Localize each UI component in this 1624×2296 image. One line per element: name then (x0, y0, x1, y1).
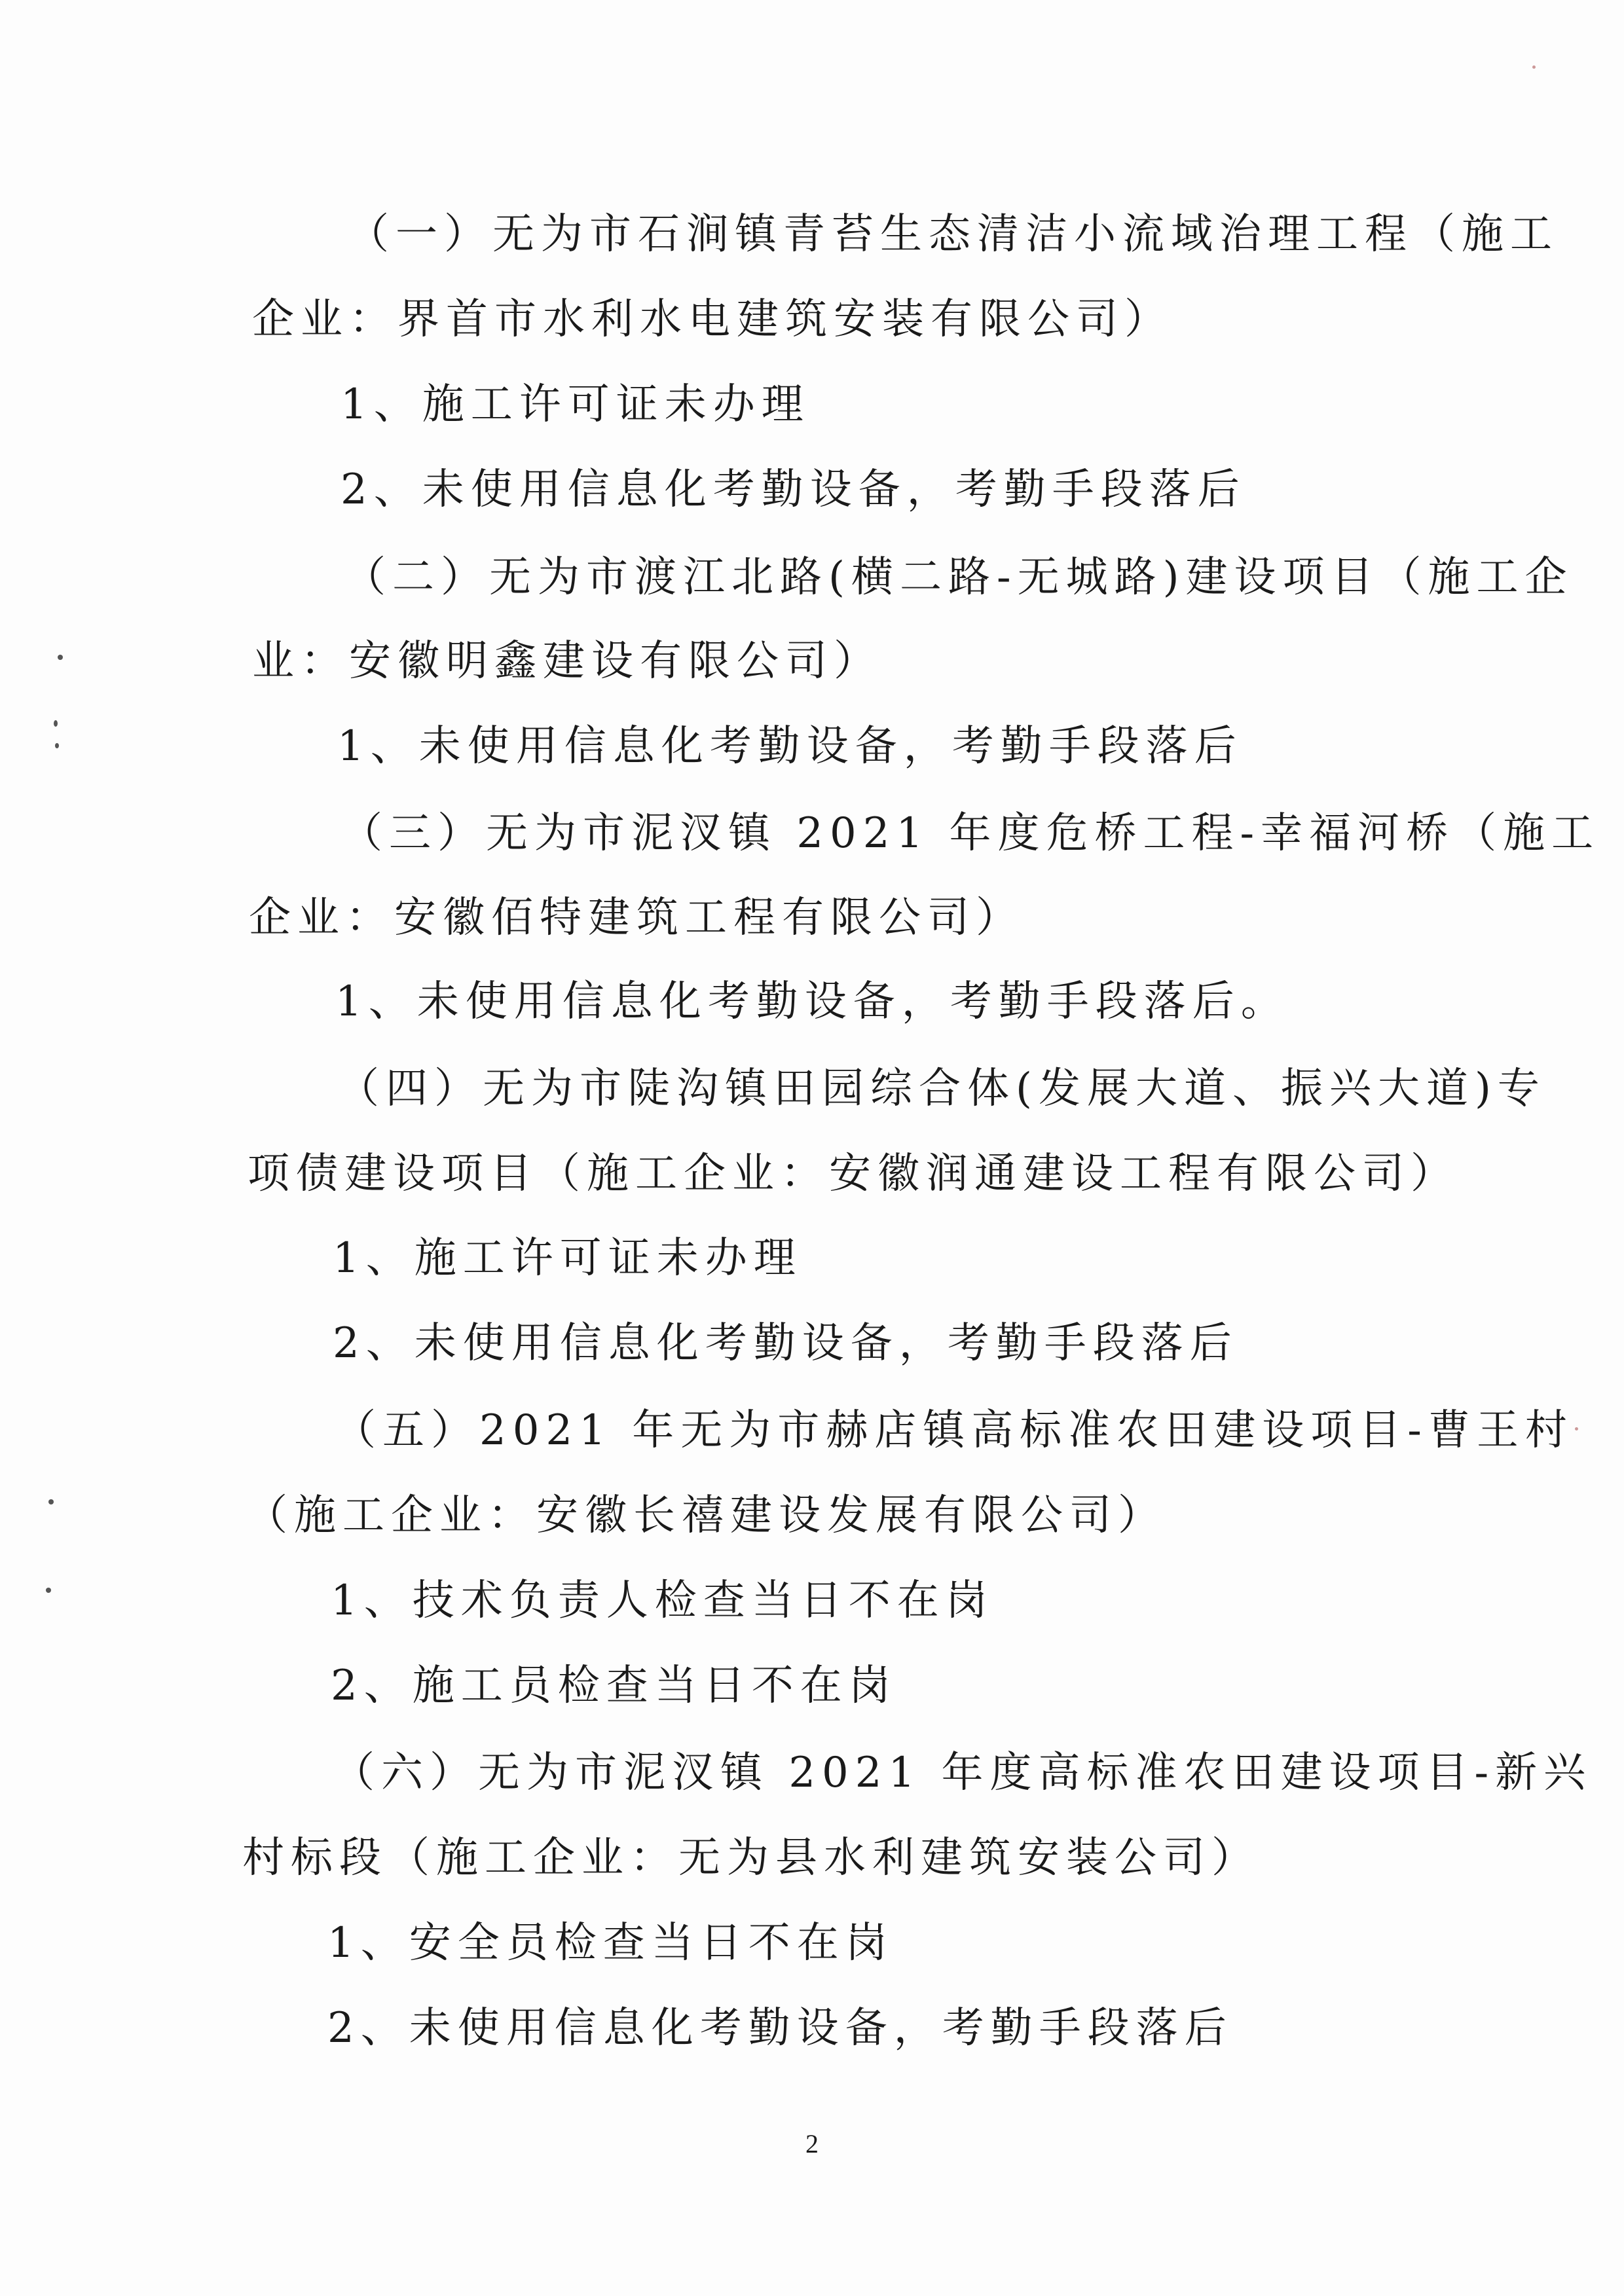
section-6-heading-line-2: 村标段（施工企业：无为县水利建筑安装公司） (242, 1834, 1260, 1882)
section-4-heading-line-2: 项债建设项目（施工企业：安徽润通建设工程有限公司） (248, 1150, 1459, 1198)
scan-speck (54, 720, 58, 727)
section-5-heading-line-1: （五）2021 年无为市赫店镇高标准农田建设项目-曹王村 (334, 1406, 1574, 1455)
section-2-heading-line-1: （二）无为市渡江北路(横二路-无城路)建设项目（施工企 (344, 553, 1574, 602)
section-5-item-2: 2、施工员检查当日不在岗 (331, 1662, 897, 1710)
section-4-item-2: 2、未使用信息化考勤设备，考勤手段落后 (333, 1319, 1238, 1368)
scan-speck (46, 1588, 51, 1593)
section-3-heading-line-2: 企业：安徽佰特建筑工程有限公司） (249, 894, 1024, 942)
page-number: 2 (805, 2129, 819, 2159)
scan-speck (1532, 65, 1536, 69)
section-2-heading-line-2: 业：安徽明鑫建设有限公司） (252, 637, 882, 685)
section-4-heading-line-1: （四）无为市陡沟镇田园综合体(发展大道、振兴大道)专 (337, 1065, 1546, 1113)
section-1-heading-line-2: 企业：界首市水利水电建筑安装有限公司） (252, 295, 1173, 344)
section-4-item-1: 1、施工许可证未办理 (333, 1234, 802, 1283)
scan-speck (55, 743, 59, 748)
section-1-item-1: 1、施工许可证未办理 (341, 380, 810, 429)
section-6-heading-line-1: （六）无为市泥汊镇 2021 年度高标准农田建设项目-新兴 (333, 1749, 1593, 1797)
section-6-item-2: 2、未使用信息化考勤设备，考勤手段落后 (327, 2004, 1233, 2052)
section-1-heading-line-1: （一）无为市石涧镇青苔生态清洁小流域治理工程（施工 (347, 210, 1559, 259)
section-2-item-1: 1、未使用信息化考勤设备，考勤手段落后 (337, 722, 1243, 771)
section-5-item-1: 1、技术负责人检查当日不在岗 (331, 1576, 994, 1625)
section-3-heading-line-1: （三）无为市泥汊镇 2021 年度危桥工程-幸福河桥（施工 (341, 809, 1600, 858)
scan-speck (1575, 1427, 1578, 1430)
section-5-heading-line-2: （施工企业：安徽长禧建设发展有限公司） (246, 1491, 1166, 1540)
scan-speck (58, 655, 63, 660)
section-6-item-1: 1、安全员检查当日不在岗 (327, 1919, 894, 1967)
scan-speck (48, 1499, 54, 1504)
section-3-item-1: 1、未使用信息化考勤设备，考勤手段落后。 (335, 977, 1289, 1026)
section-1-item-2: 2、未使用信息化考勤设备，考勤手段落后 (341, 465, 1246, 514)
